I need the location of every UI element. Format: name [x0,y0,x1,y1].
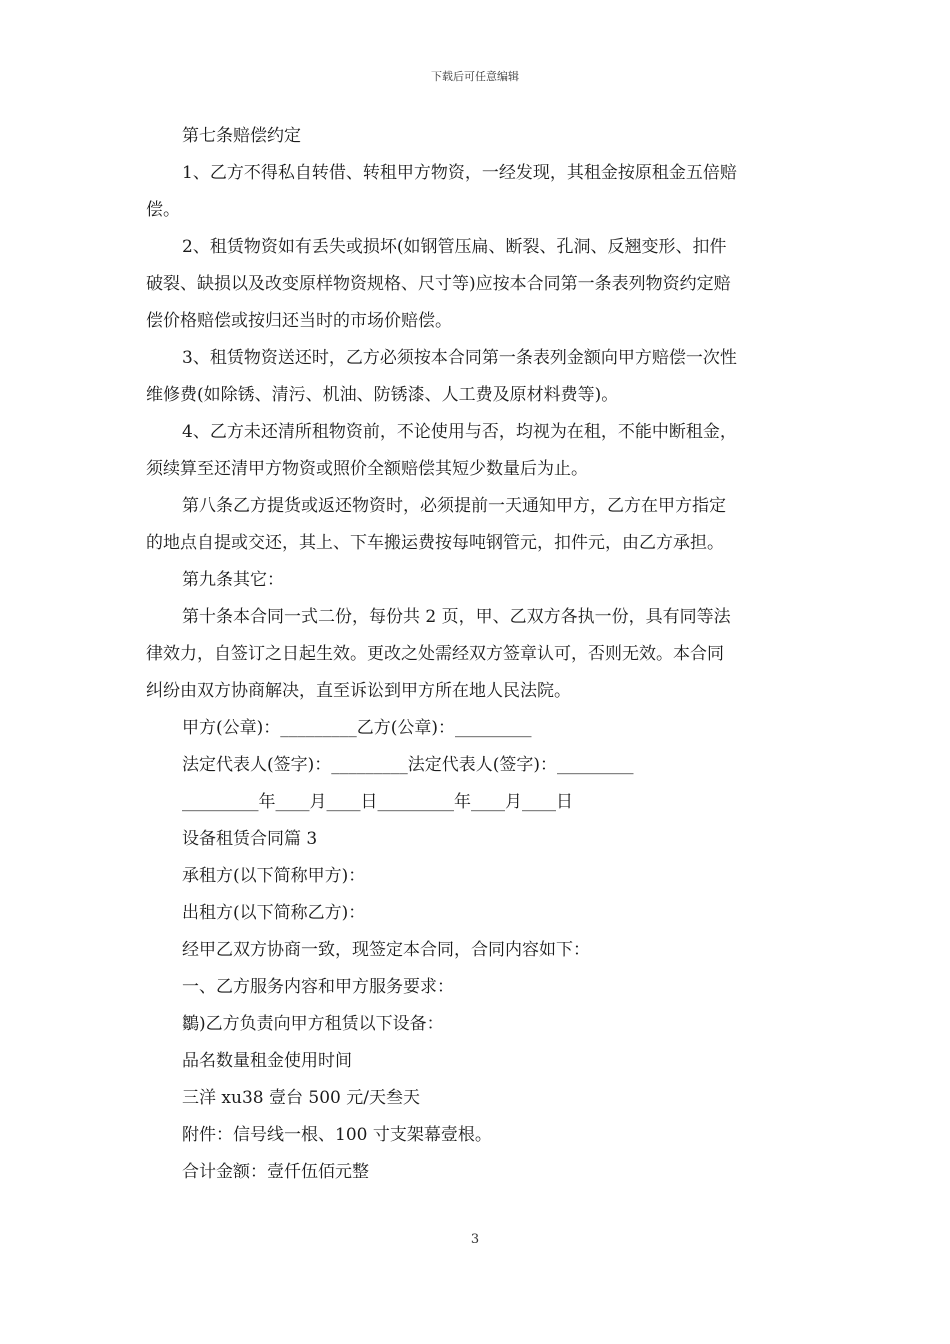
contract-title: 设备租赁合同篇 3 [182,829,318,849]
paragraph-line: 第十条本合同一式二份，每份共 2 页，甲、乙双方各执一份，具有同等法 [182,607,731,627]
paragraph-line: 1、乙方不得私自转借、转租甲方物资，一经发现，其租金按原租金五倍赔 [182,163,737,183]
paragraph-line: 鶵)乙方负责向甲方租赁以下设备： [182,1014,444,1034]
page-number: 3 [470,1232,480,1247]
document-body [146,118,806,1191]
paragraph-line: 破裂、缺损以及改变原样物资规格、尺寸等)应按本合同第一条表列物资约定赔 [146,274,731,294]
paragraph-line: 经甲乙双方协商一致，现签定本合同，合同内容如下： [182,940,590,960]
signature-line-seal: 甲方(公章)：_________乙方(公章)：_________ [182,718,532,738]
accessories-line: 附件：信号线一根、100 寸支架幕壹根。 [182,1125,492,1145]
paragraph-line: 须续算至还清甲方物资或照价全额赔偿其短少数量后为止。 [146,459,588,479]
paragraph-line: 偿价格赔偿或按归还当时的市场价赔偿。 [146,311,452,331]
paragraph-line: 维修费(如除锈、清污、机油、防锈漆、人工费及原材料费等)。 [146,385,619,405]
item-header-line: 品名数量租金使用时间 [182,1051,352,1071]
paragraph-line: 第八条乙方提货或返还物资时，必须提前一天通知甲方，乙方在甲方指定 [182,496,726,516]
total-amount-line: 合计金额：壹仟伍佰元整 [182,1162,369,1182]
signature-line-date: _________年____月____日_________年____月____日 [182,792,573,812]
paragraph-line: 律效力，自签订之日起生效。更改之处需经双方签章认可，否则无效。本合同 [146,644,724,664]
paragraph-line: 3、租赁物资送还时，乙方必须按本合同第一条表列金额向甲方赔偿一次性 [182,348,737,368]
signature-line-representative: 法定代表人(签字)：_________法定代表人(签字)：_________ [182,755,634,775]
page-header: 下载后可任意编辑 [431,70,519,83]
lessee-line: 承租方(以下简称甲方)： [182,866,366,886]
lessor-line: 出租方(以下简称乙方)： [182,903,366,923]
paragraph-line: 的地点自提或交还，其上、下车搬运费按每吨钢管元，扣件元，由乙方承担。 [146,533,724,553]
paragraph-line: 偿。 [146,200,180,220]
paragraph-line: 2、租赁物资如有丢失或损坏(如钢管压扁、断裂、孔洞、反翘变形、扣件 [182,237,727,257]
paragraph-line: 纠纷由双方协商解决，直至诉讼到甲方所在地人民法院。 [146,681,571,701]
section-heading-7: 第七条赔偿约定 [182,126,301,146]
section-heading-9: 第九条其它： [182,570,284,590]
paragraph-line: 一、乙方服务内容和甲方服务要求： [182,977,454,997]
item-line: 三洋 xu38 壹台 500 元/天叁天 [182,1088,420,1108]
paragraph-line: 4、乙方未还清所租物资前，不论使用与否，均视为在租，不能中断租金， [182,422,737,442]
